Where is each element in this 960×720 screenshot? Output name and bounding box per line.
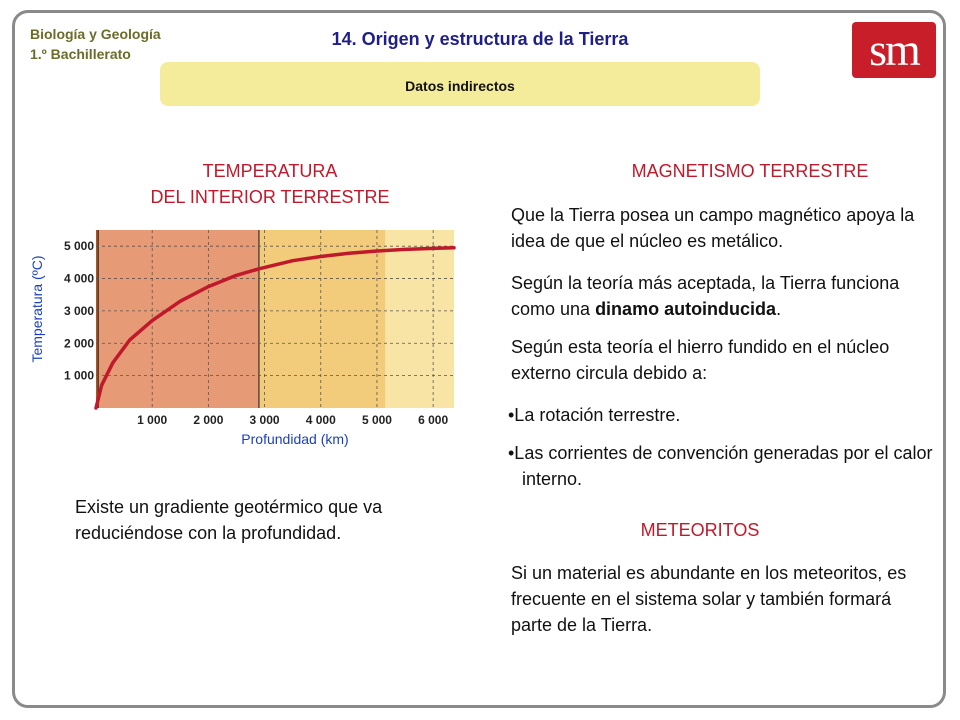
p2-text-after: .: [776, 299, 782, 319]
x-tick-label: 4 000: [305, 413, 336, 427]
unit-title: 14. Origen y estructura de la Tierra: [331, 29, 629, 49]
temperature-chart: [20, 215, 470, 465]
x-tick-label: 5 000: [361, 413, 392, 427]
x-tick-label: 3 000: [249, 413, 280, 427]
meteorites-title: METEORITOS: [640, 520, 760, 540]
meteorites-text: Si un material es abundante en los meteoritos, es frecuente en el sistema solar y también formará parte de la Tierra.: [511, 563, 907, 635]
magnetism-bullet-1: •La rotación terrestre.: [508, 405, 681, 425]
magnetism-title: MAGNETISMO TERRESTRE: [631, 161, 869, 181]
subject-line-2: 1.º Bachillerato: [30, 46, 131, 62]
y-axis-label: Temperatura (ºC): [29, 255, 45, 363]
x-axis-label: Profundidad (km): [241, 431, 349, 447]
x-tick-label: 6 000: [418, 413, 449, 427]
x-tick-label: 2 000: [193, 413, 224, 427]
magnetism-bullet-2: •Las corrientes de convención generadas por el calor interno.: [508, 443, 933, 489]
temperature-title-line-2: DEL INTERIOR TERRESTRE: [150, 187, 390, 207]
p2-bold-term: dinamo autoinducida: [595, 299, 777, 319]
y-tick-label: 5 000: [63, 239, 94, 254]
x-tick-label: 1 000: [137, 413, 168, 427]
magnetism-paragraph-1: Que la Tierra posea un campo magnético apoya la idea de que el núcleo es metálico.: [511, 205, 915, 251]
p2-text-before: Según la teoría más aceptada, la Tierra funciona como una: [511, 273, 900, 319]
section-label: Datos indirectos: [405, 78, 515, 94]
magnetism-paragraph-2: [511, 270, 936, 322]
temperature-title-line-1: TEMPERATURA: [202, 161, 338, 181]
temperature-caption: Existe un gradiente geotérmico que va reduciéndose con la profundidad.: [75, 497, 383, 543]
y-tick-label: 1 000: [63, 368, 94, 383]
subject-line-1: Biología y Geología: [30, 26, 161, 42]
y-tick-label: 3 000: [63, 303, 94, 318]
publisher-logo: sm: [852, 22, 936, 78]
y-tick-label: 2 000: [63, 336, 94, 351]
temperature-chart-svg: [20, 215, 470, 465]
temperature-title: [60, 158, 480, 210]
layer-band-3: [385, 230, 454, 408]
magnetism-paragraph-3: Según esta teoría el hierro fundido en el núcleo externo circula debido a:: [511, 337, 890, 383]
layer-band-1: [98, 230, 259, 408]
subject-label: [30, 24, 161, 64]
y-tick-label: 4 000: [63, 271, 94, 286]
